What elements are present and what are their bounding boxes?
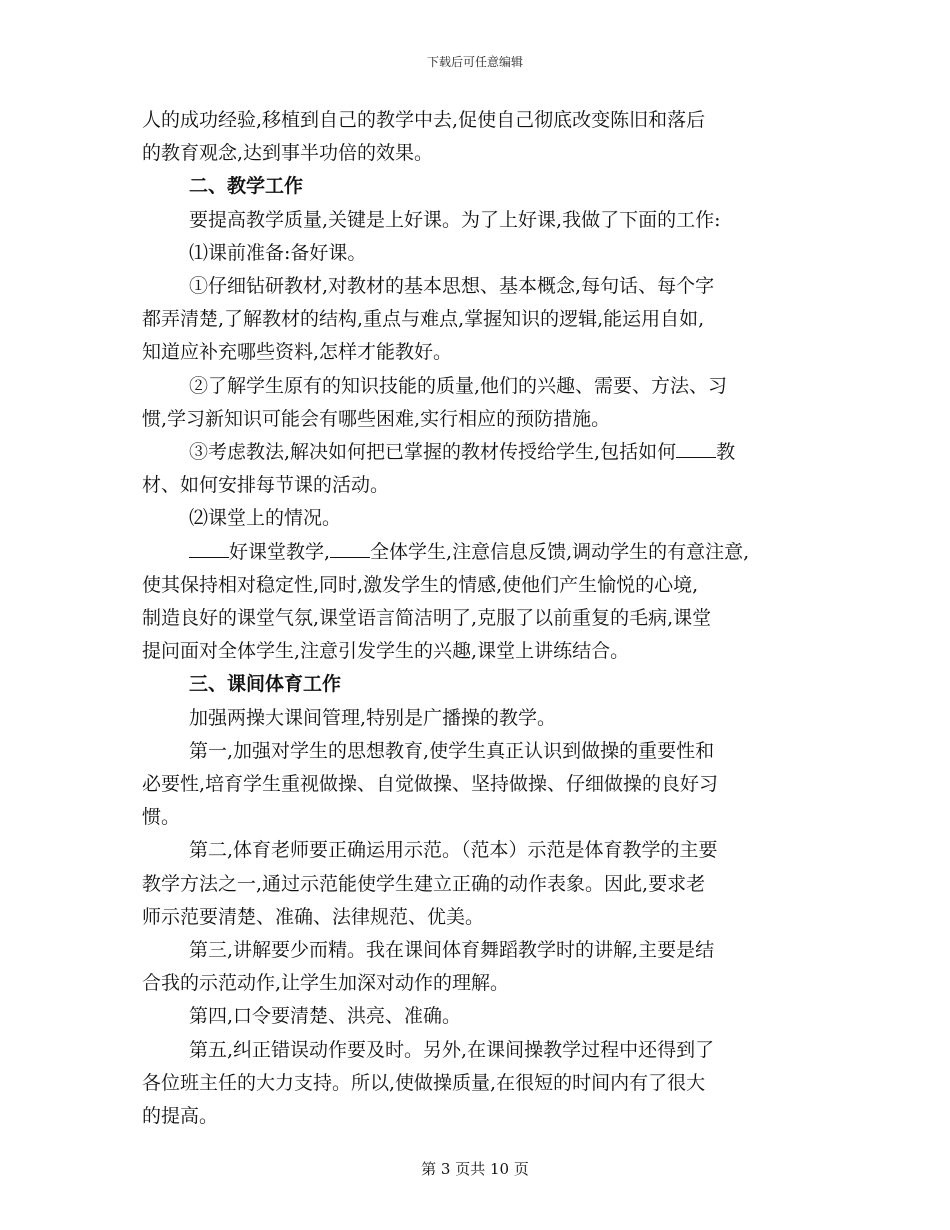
- paragraph-line: 提问面对全体学生,注意引发学生的兴趣,课堂上讲练结合。: [142, 640, 630, 663]
- paragraph-line: ①仔细钻研教材,对教材的基本思想、基本概念,每句话、每个字: [189, 275, 715, 298]
- fill-blank: [330, 539, 370, 558]
- paragraph-line: 合我的示范动作,让学生加深对动作的理解。: [142, 972, 510, 995]
- paragraph-line: 第一,加强对学生的思想教育,使学生真正认识到做操的重要性和: [189, 739, 715, 762]
- paragraph-line: 各位班主任的大力支持。所以,使做操质量,在很短的时间内有了很大: [142, 1071, 706, 1094]
- paragraph-text: 全体学生,注意信息反馈,调动学生的有意注意,: [370, 540, 750, 563]
- section-heading: 二、教学工作: [189, 175, 304, 198]
- section-heading: 三、课间体育工作: [189, 673, 342, 696]
- paragraph-line: 教学方法之一,通过示范能使学生建立正确的动作表象。因此,要求老: [142, 872, 706, 895]
- paragraph-text: ③考虑教法,解决如何把已掌握的教材传授给学生,包括如何: [189, 441, 677, 464]
- page-footer: 第 3 页共 10 页: [421, 1160, 529, 1178]
- paragraph-line: 要提高教学质量,关键是上好课。为了上好课,我做了下面的工作:: [189, 208, 721, 231]
- paragraph-text: 教: [716, 441, 736, 464]
- paragraph-line: 惯。: [142, 806, 181, 829]
- paragraph-line: 知道应补充哪些资料,怎样才能教好。: [142, 341, 453, 364]
- paragraph-line: 第四,口令要清楚、洪亮、准确。: [189, 1005, 462, 1028]
- paragraph-line: 都弄清楚,了解教材的结构,重点与难点,掌握知识的逻辑,能运用自如,: [142, 308, 705, 331]
- paragraph-line: 第三,讲解要少而精。我在课间体育舞蹈教学时的讲解,主要是结: [189, 939, 715, 962]
- paragraph-text: 好课堂教学,: [229, 540, 331, 563]
- fill-blank: [189, 539, 229, 558]
- document-body: [142, 104, 822, 1133]
- paragraph-line: 师示范要清楚、准确、法律规范、优美。: [142, 905, 485, 928]
- paragraph-line: 第二,体育老师要正确运用示范。（范本）示范是体育教学的主要: [189, 839, 718, 862]
- paragraph-line: ②了解学生原有的知识技能的质量,他们的兴趣、需要、方法、习: [189, 374, 728, 397]
- paragraph-line: ⑵课堂上的情况。: [189, 507, 342, 530]
- paragraph-line: 第五,纠正错误动作要及时。另外,在课间操教学过程中还得到了: [189, 1038, 715, 1061]
- paragraph-line: 人的成功经验,移植到自己的教学中去,促使自己彻底改变陈旧和落后: [142, 109, 706, 131]
- page-header: 下载后可任意编辑: [426, 55, 523, 69]
- paragraph-line: 的提高。: [142, 1105, 219, 1128]
- paragraph-line: [142, 436, 822, 469]
- paragraph-line: 使其保持相对稳定性,同时,激发学生的情感,使他们产生愉悦的心境,: [142, 573, 699, 596]
- paragraph-line: [142, 536, 822, 569]
- paragraph-line: 必要性,培育学生重视做操、自觉做操、坚持做操、仔细做操的良好习: [142, 773, 719, 796]
- fill-blank: [676, 439, 716, 458]
- paragraph-line: 制造良好的课堂气氛,课堂语言简洁明了,克服了以前重复的毛病,课堂: [142, 607, 712, 630]
- paragraph-line: 惯,学习新知识可能会有哪些困难,实行相应的预防措施。: [142, 407, 611, 430]
- paragraph-line: 加强两操大课间管理,特别是广播操的教学。: [189, 706, 557, 729]
- paragraph-line: 材、如何安排每节课的活动。: [142, 474, 390, 497]
- paragraph-line: ⑴课前准备:备好课。: [189, 241, 367, 264]
- paragraph-line: 的教育观念,达到事半功倍的效果。: [142, 142, 434, 165]
